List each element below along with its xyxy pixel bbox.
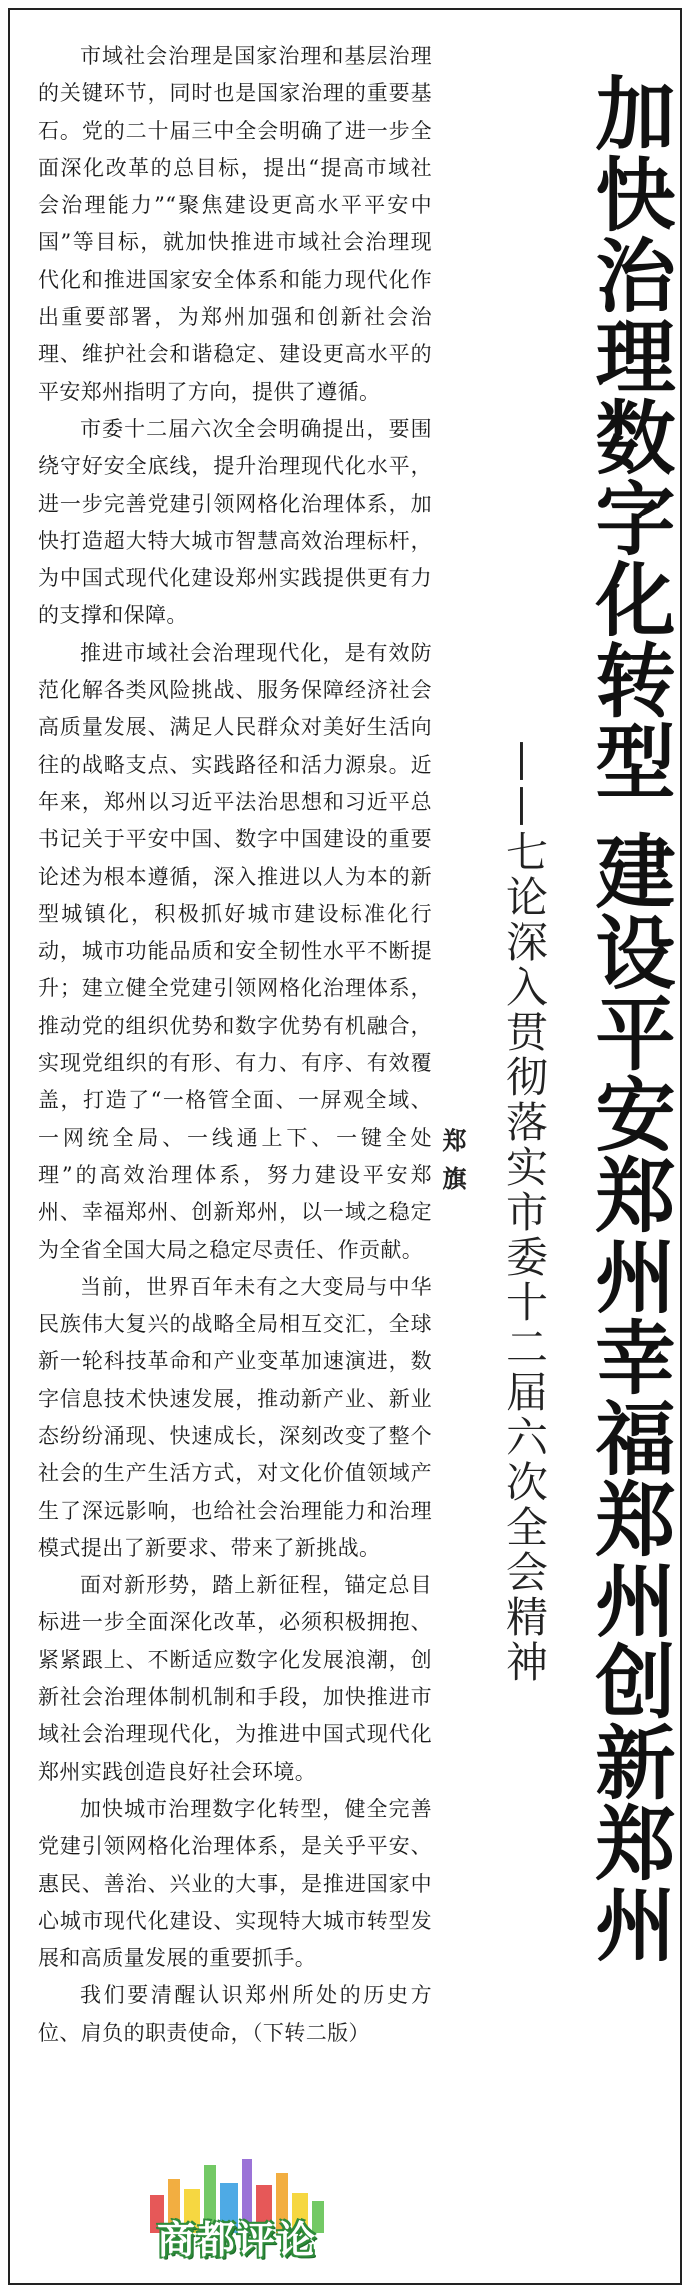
- body-paragraph: 面对新形势，踏上新征程，锚定总目标进一步全面深化改革，必须积极拥抱、紧紧跟上、不断适应数字化发展浪潮，创新社会治理体制机制和手段，加快推进市域社会治理现代化，为推进中国式现代化郑州实践创造良好社会环境。: [38, 1573, 432, 1784]
- body-paragraph: 加快城市治理数字化转型，健全完善党建引领网格化治理体系，是关乎平安、惠民、善治、兴业的大事，是推进国家中心城市现代化建设、实现特大城市转型发展和高质量发展的重要抓手。: [38, 1796, 432, 1971]
- column-logo: [122, 2155, 352, 2265]
- article-title: 加快治理数字化转型 建设平安郑州幸福郑州创新郑州: [582, 72, 675, 1964]
- article-author: 郑旗: [438, 1128, 466, 1204]
- body-paragraph: 市域社会治理是国家治理和基层治理的关键环节，同时也是国家治理的重要基石。党的二十届三中全会明确了进一步全面深化改革的总目标，提出“提高市域社会治理能力”“聚焦建设更高水平平安中国”等目标，就加快推进市域社会治理现代化和推进国家安全体系和能力现代化作出重要部署，为郑州加强和创新社会治理、维护社会和谐稳定、建设更高水平的平安郑州指明了方向，提供了遵循。: [38, 44, 432, 404]
- body-paragraph: 推进市域社会治理现代化，是有效防范化解各类风险挑战、服务保障经济社会高质量发展、满足人民群众对美好生活向往的战略支点、实践路径和活力源泉。近年来，郑州以习近平法治思想和习近平总书记关于平安中国、数字中国建设的重要论述为根本遵循，深入推进以人为本的新型城镇化，积极抓好城市建设标准化行动，城市功能品质和安全韧性水平不断提升；建立健全党建引领网格化治理体系，推动党的组织优势和数字优势有机融合，实现党组织的有形、有力、有序、有效覆盖，打造了“一格管全面、一屏观全域、一网统全局、一线通上下、一键全处理”的高效治理体系，努力建设平安郑州、幸福郑州、创新郑州，以一域之稳定为全省全国大局之稳定尽责任、作贡献。: [38, 640, 432, 1262]
- article-body: [38, 38, 432, 2052]
- body-paragraph: 当前，世界百年未有之大变局与中华民族伟大复兴的战略全局相互交汇，全球新一轮科技革命和产业变革加速演进，数字信息技术快速发展，推动新产业、新业态纷纷涌现、快速成长，深刻改变了整个社会的生产生活方式，对文化价值领域产生了深远影响，也给社会治理能力和治理模式提出了新要求、带来了新挑战。: [38, 1274, 432, 1560]
- logo-label: 商都评论: [156, 2218, 317, 2262]
- article-subtitle: ——七论深入贯彻落实市委十二届六次全会精神: [500, 740, 549, 1685]
- body-paragraph: 我们要清醒认识郑州所处的历史方位、肩负的职责使命，（下转二版）: [38, 1983, 432, 2045]
- newspaper-page: [8, 8, 682, 2285]
- body-paragraph: 市委十二届六次全会明确提出，要围绕守好安全底线，提升治理现代化水平，进一步完善党建引领网格化治理体系，加快打造超大特大城市智慧高效治理标杆，为中国式现代化建设郑州实践提供更有力的支撑和保障。: [38, 416, 432, 628]
